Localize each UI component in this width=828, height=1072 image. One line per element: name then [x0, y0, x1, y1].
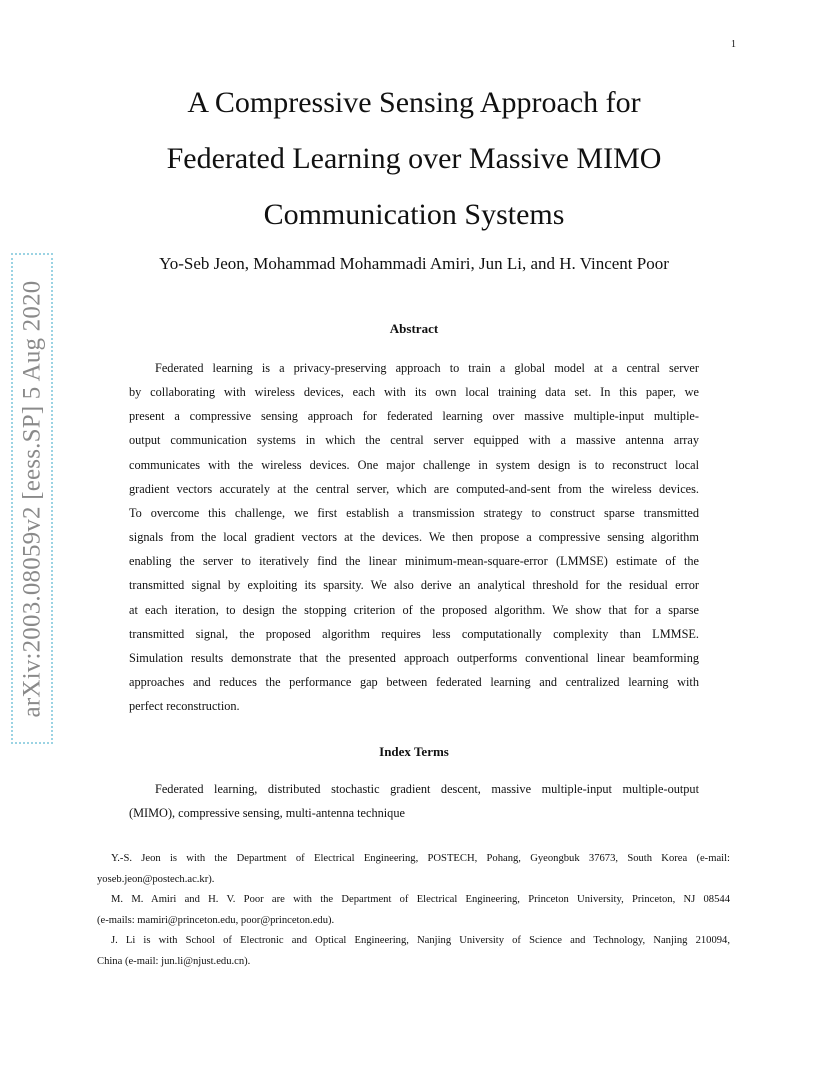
index-terms-line: (MIMO), compressive sensing, multi-antenna technique [129, 806, 405, 820]
index-terms-heading: Index Terms [379, 744, 449, 759]
index-terms-body [129, 777, 699, 825]
footnote-line: J. Li is with School of Electronic and Optical Engineering, Nanjing University of Science and Technology, Nanjing 210094, [111, 935, 730, 946]
arxiv-identifier: arXiv:2003.08059v2 [eess.SP] 5 Aug 2020 [18, 280, 46, 717]
abstract-line: Federated learning is a privacy-preserving approach to train a global model at a central server [155, 361, 699, 375]
abstract-line: transmitted signal by exploiting its sparsity. We also derive an analytical threshold for the residual error [129, 578, 699, 593]
abstract-line: transmitted signal, the proposed algorithm requires less computationally complexity than LMMSE. [129, 626, 699, 641]
footnote-line: Y.-S. Jeon is with the Department of Electrical Engineering, POSTECH, Pohang, Gyeongbuk 37673, South Korea (e-mail: [111, 853, 730, 864]
abstract-line: output communication systems in which the central server equipped with a massive antenna array [129, 433, 699, 448]
author-affiliation-footnotes [97, 849, 730, 972]
footnote-line: China (e-mail: jun.li@njust.edu.cn). [97, 955, 251, 967]
title-line: Federated Learning over Massive MIMO [166, 142, 662, 175]
abstract-line: communicates with the wireless devices. One major challenge in system design is to reconstruct local [129, 457, 699, 472]
abstract-line: signals from the local gradient vectors at the devices. We then propose a compressive sensing algorithm [129, 530, 699, 545]
abstract-line: enabling the server to iteratively find the linear minimum-mean-square-error (LMMSE) estimate of the [129, 554, 699, 569]
abstract-line: To overcome this challenge, we first establish a transmission strategy to construct sparse transmitted [129, 505, 699, 520]
title-line: Communication Systems [263, 198, 565, 231]
footnote-line: yoseb.jeon@postech.ac.kr). [97, 873, 215, 885]
abstract-heading: Abstract [389, 321, 439, 336]
arxiv-stamp [11, 253, 53, 744]
paper-title [90, 75, 738, 243]
title-line: A Compressive Sensing Approach for [187, 86, 641, 119]
abstract-line: perfect reconstruction. [129, 699, 240, 714]
page-number: 1 [731, 39, 736, 50]
abstract-line: Simulation results demonstrate that the presented approach outperforms conventional linear beamforming [129, 650, 699, 665]
author-list: Yo-Seb Jeon, Mohammad Mohammadi Amiri, Jun Li, and H. Vincent Poor [159, 254, 669, 273]
abstract-line: gradient vectors accurately at the central server, which are computed-and-sent from the wireless devices. [129, 481, 699, 496]
abstract-line: at each iteration, to design the stopping criterion of the proposed algorithm. We show that for a sparse [129, 602, 699, 617]
index-terms-line: Federated learning, distributed stochastic gradient descent, massive multiple-input multiple-output [155, 782, 699, 796]
abstract-body [129, 356, 699, 718]
abstract-line: approaches and reduces the performance gap between federated learning and centralized learning with [129, 675, 699, 690]
abstract-line: present a compressive sensing approach for federated learning over massive multiple-input multiple- [129, 409, 699, 424]
abstract-line: by collaborating with wireless devices, each with its own local training data set. In this paper, we [129, 385, 699, 400]
footnote-line: (e-mails: mamiri@princeton.edu, poor@princeton.edu). [97, 914, 335, 926]
footnote-line: M. M. Amiri and H. V. Poor are with the Department of Electrical Engineering, Princeton University, Princeton, NJ 08544 [111, 894, 730, 905]
